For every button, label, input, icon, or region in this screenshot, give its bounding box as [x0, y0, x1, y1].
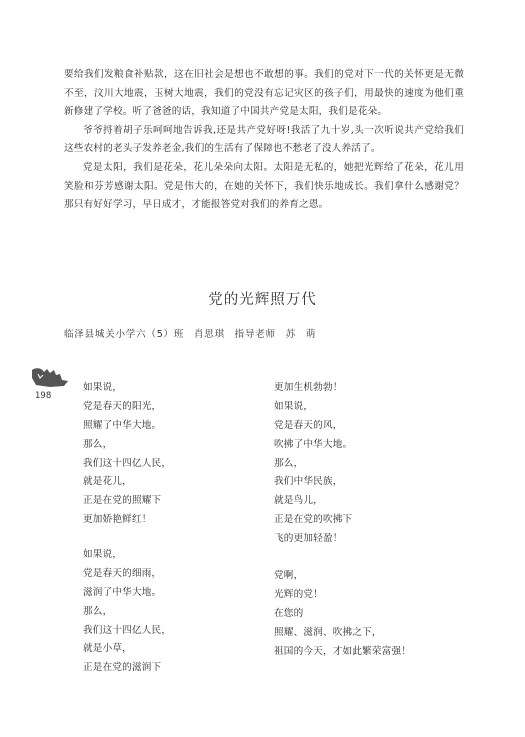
poem-title: 党的光辉照万代: [208, 292, 317, 308]
poem-line: 正是在党的滋润下: [83, 662, 162, 674]
poem-column-right-2: [274, 567, 411, 661]
body-text: [64, 66, 464, 215]
poem-column-right: [274, 379, 352, 549]
page-tab-icon: [30, 366, 70, 388]
poem-line: 那么，: [83, 438, 113, 450]
poem-line: 正是在党的吹拂下: [274, 514, 353, 526]
poem-line: 更加娇艳鲜红！: [83, 514, 152, 526]
poem-column-left: [83, 379, 171, 530]
poem-line: 党是春天的风，: [274, 419, 343, 431]
page-number: 198: [35, 391, 52, 401]
author-byline: 临泽县城关小学六（5）班 肖思琪 指导老师 苏 萌: [64, 329, 317, 340]
poem-line: 我们这十四亿人民，: [83, 457, 172, 469]
poem-line: 就是小草，: [83, 643, 132, 655]
poem-line: 正是在党的照耀下: [83, 495, 162, 507]
poem-line: 党是春天的阳光，: [83, 400, 162, 412]
poem-line: 在您的: [274, 607, 304, 619]
poem-line: 滋润了中华大地。: [83, 586, 162, 598]
paragraph: 要给我们发粮食补贴款，这在旧社会是想也不敢想的事。我们的党对下一代的关怀更是无微不至，汶川大地震，玉树大地震，我们的党没有忘记灾区的孩子们，用最快的速度为他们重新修建了学校。听了爸爸的话，我知道了中国共产党是太阳，我们是花朵。: [64, 69, 464, 118]
poem-line: 照耀、滋润、吹拂之下，: [274, 626, 382, 638]
poem-line: 党是春天的细雨，: [83, 567, 162, 579]
poem-line: 就是鸟儿，: [274, 495, 323, 507]
paragraph: 爷爷捋着胡子乐呵呵地告诉我,还是共产党好呀!我活了九十岁,头一次听说共产党给我们这些农村的老头子发养老金,我们的生活有了保障也不愁老了没人养活了。: [64, 124, 464, 155]
poem-line: 光辉的党！: [274, 588, 323, 600]
poem-column-left-2: [83, 546, 171, 678]
poem-line: 那么，: [274, 457, 304, 469]
poem-line: 党啊，: [274, 570, 304, 581]
paragraph: 党是太阳，我们是花朵，花儿朵朵向太阳。太阳是无私的，她把光辉给了花朵，花儿用笑脸和芬芳感谢太阳。党是伟大的，在她的关怀下，我们快乐地成长。我们拿什么感谢党？那只有好好学习，早日成才，才能报答党对我们的养育之恩。: [64, 161, 464, 211]
poem-line: 如果说，: [83, 549, 123, 560]
poem-line: 那么，: [83, 605, 113, 617]
poem-line: 如果说，: [274, 400, 314, 412]
poem-line: 吹拂了中华大地。: [274, 438, 353, 450]
poem-line: 更加生机勃勃！: [274, 382, 343, 393]
poem-line: 照耀了中华大地。: [83, 419, 162, 431]
poem-line: 我们中华民族，: [274, 476, 343, 488]
poem-line: 祖国的今天，才如此繁荣富强！: [274, 645, 412, 657]
poem-line: 飞的更加轻盈！: [274, 533, 343, 545]
poem-line: 我们这十四亿人民，: [83, 624, 172, 636]
poem-line: 就是花儿，: [83, 476, 132, 488]
poem-line: 如果说，: [83, 382, 123, 393]
